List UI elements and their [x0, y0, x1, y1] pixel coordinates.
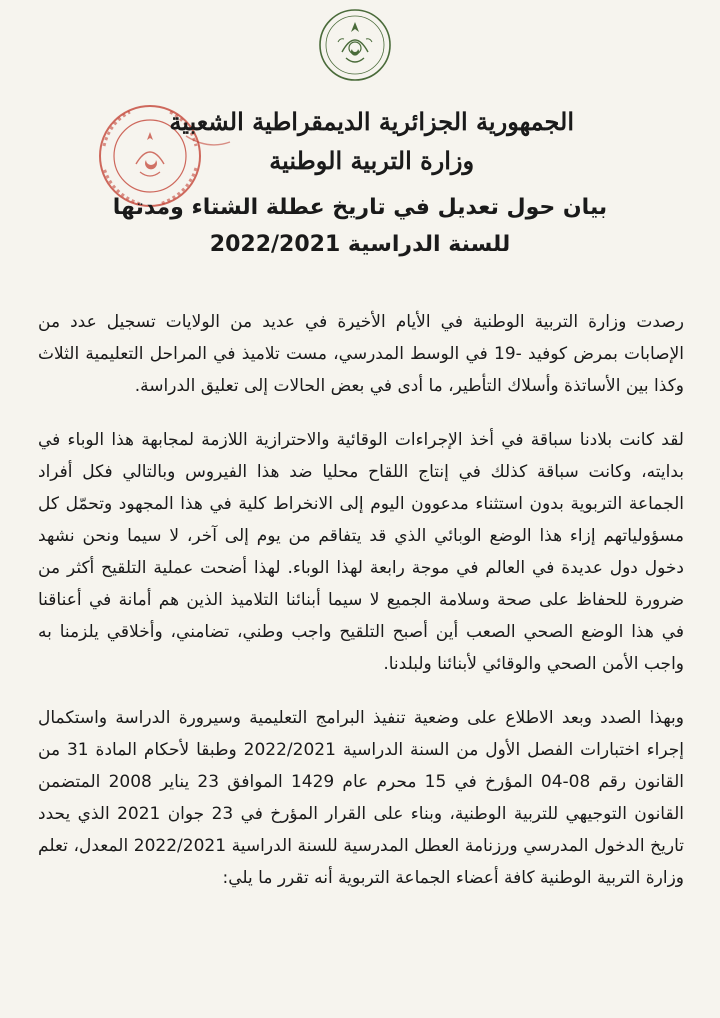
paragraph-2: لقد كانت بلادنا سباقة في أخذ الإجراءات الوقائية والاحترازية اللازمة لمجابهة هذا الوباء في بدايته، وكانت سباقة كذلك في إنتاج اللقاح محليا ضد هذا الفيروس وبالتالي فكل أفراد الجماعة التربوية بدون استثناء مدعوون اليوم إلى الانخراط كلية في هذا المجهود وتحمّل كل مسؤولياتهم إزاء هذا الوضع الوبائي الذي قد يتفاقم من يوم إلى آخر، لا سيما ونحن نشهد دخول دول عديدة في العالم في موجة رابعة لهذا الوباء. لهذا أضحت عملية التلقيح أكثر من ضرورة للحفاظ على صحة وسلامة الجميع لا سيما أبنائنا التلاميذ الذين هم أمانة في أعناقنا في هذا الوضع الصحي الصعب أين أصبح التلقيح واجب وطني، تضامني، وأخلاقي يلزمنا به واجب الأمن الصحي والوقائي لأبنائنا ولبلدنا. [38, 430, 684, 674]
statement-title [0, 194, 720, 259]
paragraph-1: رصدت وزارة التربية الوطنية في الأيام الأخيرة في عديد من الولايات تسجيل عدد من الإصابات بمرض كوفيد -19 في الوسط المدرسي، مست تلاميذ في المراحل التعليمية الثلاث وكذا بين الأساتذة وأسلاك التأطير، ما أدى في بعض الحالات إلى تعليق الدراسة. [38, 312, 684, 396]
paragraph-3: وبهذا الصدد وبعد الاطلاع على وضعية تنفيذ البرامج التعليمية وسيرورة الدراسة واستكمال إجراء اختبارات الفصل الأول من السنة الدراسية 2022/2021 وطبقا لأحكام المادة 31 من القانون رقم 08-04 المؤرخ في 15 محرم عام 1429 الموافق 23 يناير 2008 المتضمن القانون التوجيهي للتربية الوطنية، وبناء على القرار المؤرخ في 23 جوان 2021 الذي يحدد تاريخ الدخول المدرسي ورزنامة العطل المدرسية للسنة الدراسية 2022/2021 المعدل، تعلم وزارة التربية الوطنية كافة أعضاء الجماعة التربوية أنه تقرر ما يلي: [38, 708, 685, 888]
title-line-2: للسنة الدراسية 2022/2021 [209, 231, 511, 257]
national-emblem-icon [318, 8, 392, 82]
statement-body [38, 306, 684, 894]
letterhead [169, 108, 574, 176]
republic-name: الجمهورية الجزائرية الديمقراطية الشعبية [169, 107, 574, 136]
ministry-name: وزارة التربية الوطنية [269, 145, 475, 175]
title-line-1: بيان حول تعديل في تاريخ عطلة الشتاء ومدتها [112, 195, 608, 220]
